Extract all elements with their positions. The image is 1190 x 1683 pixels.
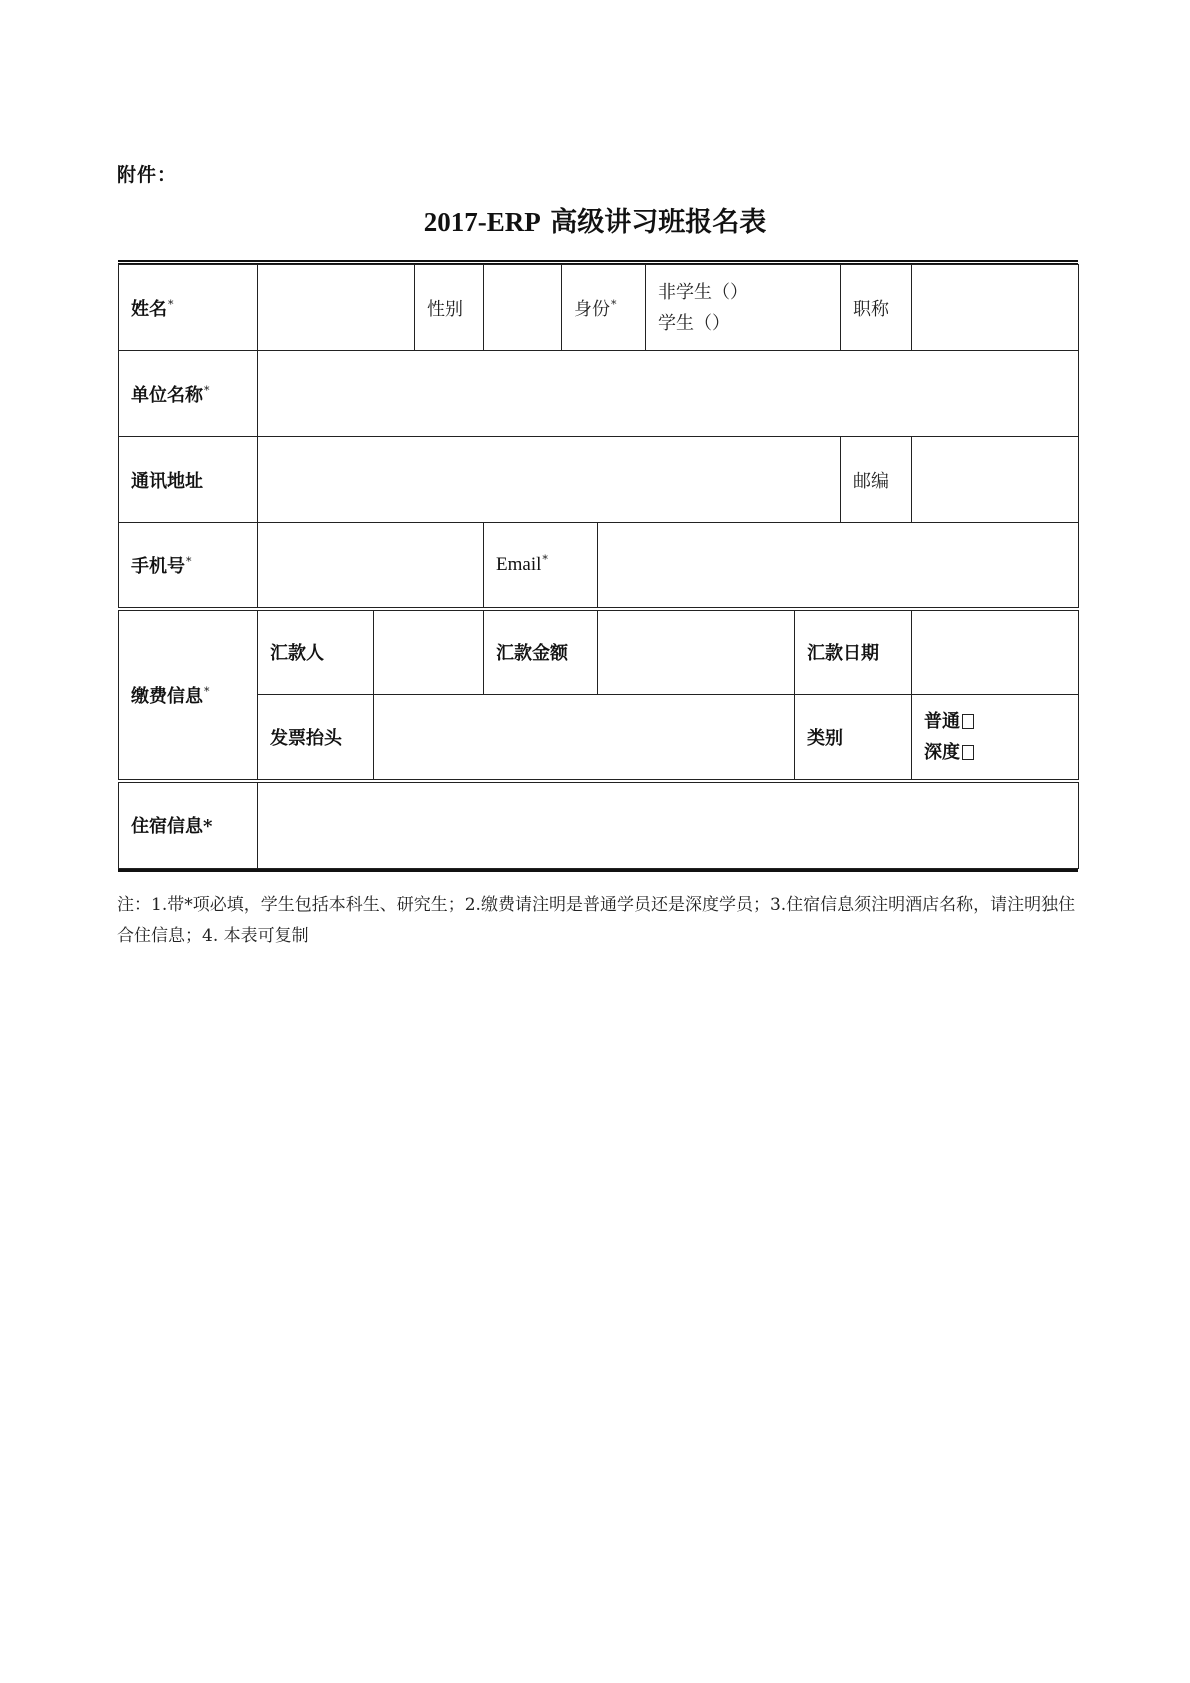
phone-input-cell[interactable] <box>258 523 484 609</box>
registration-form <box>118 260 1078 872</box>
email-input-cell[interactable] <box>598 523 1079 609</box>
org-label-cell <box>119 351 258 437</box>
category-options-cell <box>912 695 1079 781</box>
row-organisation <box>119 351 1079 437</box>
org-label: 单位名称 <box>131 384 203 406</box>
name-label-cell <box>119 265 258 351</box>
invoice-label-cell <box>258 695 374 781</box>
identity-option-non-student[interactable]: 非学生（） <box>658 281 748 303</box>
form-title-text: 高级讲习班报名表 <box>540 207 767 238</box>
date-input-cell[interactable] <box>912 609 1079 695</box>
form-footnote: 注：1.带*项必填，学生包括本科生、研究生；2.缴费请注明是普通学员还是深度学员；3.住宿信息须注明酒店名称，请注明独住合住信息；4. 本表可复制 <box>117 895 1076 946</box>
form-title-year: 2017-ERP <box>423 207 541 237</box>
amount-label: 汇款金额 <box>496 643 568 665</box>
payment-label: 缴费信息 <box>131 685 203 707</box>
category-option-advanced-label: 深度 <box>924 741 960 763</box>
remitter-label-cell <box>258 609 374 695</box>
identity-label: 身份 <box>574 298 610 320</box>
row-address <box>119 437 1079 523</box>
lodging-input-cell[interactable] <box>258 781 1079 869</box>
phone-label-cell <box>119 523 258 609</box>
title-label: 职称 <box>853 298 889 320</box>
lodging-label: 住宿信息* <box>131 816 213 838</box>
title-input-cell[interactable] <box>912 265 1079 351</box>
row-payment-2 <box>119 695 1079 781</box>
category-option-advanced[interactable] <box>924 737 1066 768</box>
identity-option-student[interactable]: 学生（） <box>658 312 730 334</box>
address-label: 通讯地址 <box>131 470 203 492</box>
row-payment-1 <box>119 609 1079 695</box>
name-input-cell[interactable] <box>258 265 415 351</box>
required-mark: * <box>204 383 210 397</box>
required-mark: * <box>204 684 210 698</box>
address-input-cell[interactable] <box>258 437 841 523</box>
row-basic-info <box>119 265 1079 351</box>
remitter-input-cell[interactable] <box>374 609 484 695</box>
category-label-cell <box>795 695 912 781</box>
attachment-label: 附件： <box>117 164 178 186</box>
gender-input-cell[interactable] <box>484 265 562 351</box>
category-label: 类别 <box>807 727 843 749</box>
gender-label: 性别 <box>427 298 463 320</box>
address-label-cell <box>119 437 258 523</box>
required-mark: * <box>168 297 174 311</box>
remitter-label: 汇款人 <box>270 643 324 665</box>
email-label: Email <box>496 554 542 576</box>
bottom-double-rule <box>118 869 1078 872</box>
title-label-cell <box>841 265 912 351</box>
invoice-label: 发票抬头 <box>270 727 342 749</box>
required-mark: * <box>542 553 548 567</box>
org-input-cell[interactable] <box>258 351 1079 437</box>
identity-label-cell <box>562 265 646 351</box>
invoice-input-cell[interactable] <box>374 695 795 781</box>
required-mark: * <box>611 297 617 311</box>
registration-table <box>118 264 1079 869</box>
date-label: 汇款日期 <box>807 643 879 665</box>
lodging-label-cell <box>119 781 258 869</box>
checkbox-icon[interactable] <box>962 745 974 760</box>
email-label-cell <box>484 523 598 609</box>
row-lodging <box>119 781 1079 869</box>
gender-label-cell <box>415 265 484 351</box>
date-label-cell <box>795 609 912 695</box>
identity-options-cell[interactable] <box>646 265 841 351</box>
postcode-input-cell[interactable] <box>912 437 1079 523</box>
payment-label-cell <box>119 609 258 781</box>
amount-input-cell[interactable] <box>598 609 795 695</box>
amount-label-cell <box>484 609 598 695</box>
category-option-standard-label: 普通 <box>924 710 960 732</box>
checkbox-icon[interactable] <box>962 714 974 729</box>
name-label: 姓名 <box>131 298 167 320</box>
postcode-label: 邮编 <box>853 470 889 492</box>
phone-label: 手机号 <box>131 555 185 577</box>
form-title <box>0 200 1190 239</box>
row-contact <box>119 523 1079 609</box>
required-mark: * <box>186 554 192 568</box>
postcode-label-cell <box>841 437 912 523</box>
category-option-standard[interactable] <box>924 706 1066 737</box>
